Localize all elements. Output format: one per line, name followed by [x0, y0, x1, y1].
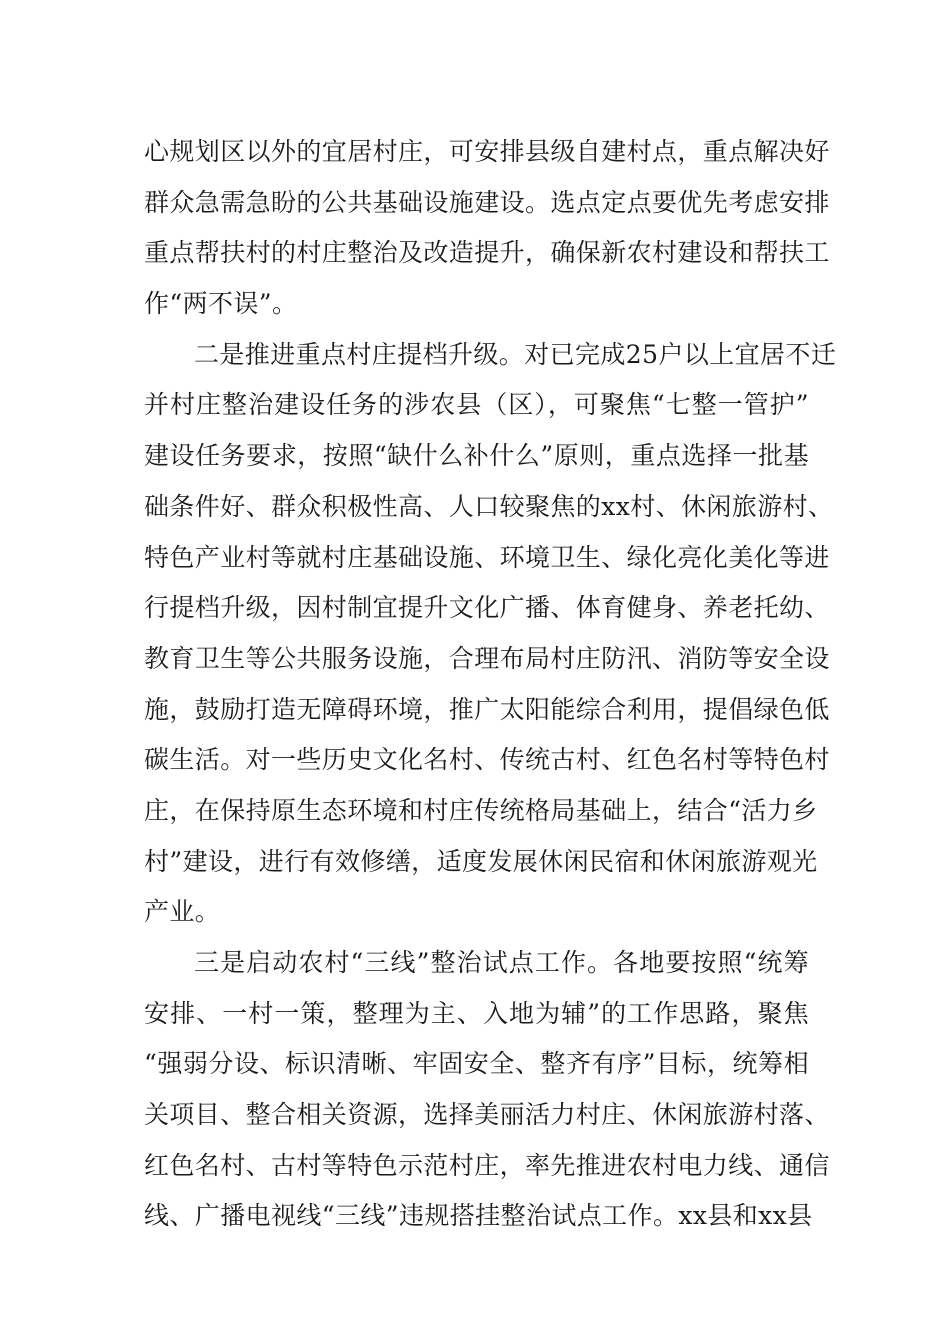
- text-line: 础条件好、群众积极性高、人口较聚焦的xx村、休闲旅游村、: [144, 491, 834, 521]
- text-line: 红色名村、古村等特色示范村庄，率先推进农村电力线、通信: [144, 1150, 830, 1180]
- text-line: 施，鼓励打造无障碍环境，推广太阳能综合利用，提倡绿色低: [144, 694, 830, 724]
- document-body: [144, 127, 837, 1242]
- paragraph-first-line: 三是启动农村“三线”整治试点工作。各地要按照“统筹: [194, 948, 809, 977]
- text-line: 重点帮扶村的村庄整治及改造提升，确保新农村建设和帮扶工: [144, 238, 830, 268]
- text-line: 并村庄整治建设任务的涉农县（区），可聚焦“七整一管护”: [144, 390, 809, 420]
- text-line: 安排、一村一策，整理为主、入地为辅”的工作思路，聚焦: [144, 998, 809, 1028]
- text-line: 教育卫生等公共服务设施，合理布局村庄防汛、消防等安全设: [144, 643, 830, 673]
- text-line: 庄，在保持原生态环境和村庄传统格局基础上，结合“活力乡: [144, 795, 818, 825]
- text-line: 产业。: [144, 897, 221, 927]
- text-line: 特色产业村等就村庄基础设施、环境卫生、绿化亮化美化等进: [144, 542, 830, 572]
- text-line: 村”建设，进行有效修缮，适度发展休闲民宿和休闲旅游观光: [144, 846, 818, 876]
- text-line: 作“两不误”。: [144, 289, 298, 319]
- text-line: 群众急需急盼的公共基础设施建设。选点定点要优先考虑安排: [144, 187, 830, 217]
- text-line: 关项目、整合相关资源，选择美丽活力村庄、休闲旅游村落、: [144, 1100, 830, 1130]
- text-line: 心规划区以外的宜居村庄，可安排县级自建村点，重点解决好: [144, 137, 830, 166]
- text-line: “强弱分设、标识清晰、牢固安全、整齐有序”目标，统筹相: [144, 1049, 809, 1079]
- paragraph-first-line: 二是推进重点村庄提档升级。对已完成25户以上宜居不迁: [194, 339, 837, 369]
- text-line: 建设任务要求，按照“缺什么补什么”原则，重点选择一批基: [144, 441, 809, 471]
- text-line: 碳生活。对一些历史文化名村、传统古村、红色名村等特色村: [144, 745, 830, 775]
- text-line: 线、广播电视线“三线”违规搭挂整治试点工作。xx县和xx县: [144, 1201, 813, 1231]
- text-line: 行提档升级，因村制宜提升文化广播、体育健身、养老托幼、: [144, 593, 830, 623]
